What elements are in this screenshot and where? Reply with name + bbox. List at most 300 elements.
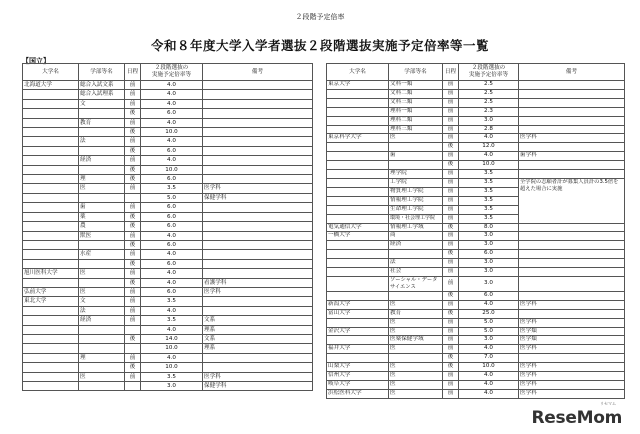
schedule-cell: 後 — [125, 259, 141, 268]
schedule-cell: 前 — [443, 89, 459, 98]
notes-cell — [203, 165, 313, 174]
schedule-cell: 前 — [443, 389, 459, 398]
ratio-cell: 6.0 — [141, 146, 203, 155]
table-row — [23, 137, 313, 146]
university-cell — [327, 318, 389, 327]
table-row — [23, 334, 313, 343]
faculty-cell — [79, 363, 125, 372]
faculty-cell: 教育 — [79, 118, 125, 127]
university-cell — [23, 363, 79, 372]
schedule-cell: 後 — [125, 175, 141, 184]
table-row — [23, 278, 313, 287]
table-row — [23, 184, 313, 193]
ratio-cell: 3.5 — [141, 184, 203, 193]
schedule-cell: 後 — [125, 212, 141, 221]
col-header-ratio: ２段階選抜の 実施予定倍率等 — [459, 64, 519, 81]
university-cell — [23, 306, 79, 315]
col-header-schedule: 日程 — [125, 64, 141, 81]
schedule-cell: 前 — [443, 372, 459, 381]
notes-cell — [519, 250, 625, 259]
ratio-cell: 3.0 — [459, 116, 519, 125]
faculty-cell: 医 — [79, 269, 125, 278]
university-cell — [23, 212, 79, 221]
faculty-cell: 理 — [79, 353, 125, 362]
notes-cell — [519, 125, 625, 134]
schedule-cell: 前 — [443, 214, 459, 223]
table-row — [327, 345, 625, 354]
ratio-cell: 3.0 — [459, 276, 519, 291]
faculty-cell — [79, 259, 125, 268]
schedule-cell: 後 — [125, 363, 141, 372]
table-row — [23, 90, 313, 99]
ratio-cell: 5.0 — [141, 193, 203, 202]
schedule-cell: 後 — [125, 165, 141, 174]
col-header-notes: 備考 — [203, 64, 313, 81]
notes-cell: 保健学科 — [203, 193, 313, 202]
notes-cell: 理系 — [203, 344, 313, 353]
ratio-cell: 3.0 — [459, 232, 519, 241]
notes-cell — [519, 98, 625, 107]
schedule-cell: 前 — [125, 353, 141, 362]
table-row — [327, 300, 625, 309]
ratio-cell: 4.0 — [459, 300, 519, 309]
faculty-cell: 経済 — [79, 156, 125, 165]
ratio-cell: 6.0 — [141, 203, 203, 212]
notes-cell — [203, 212, 313, 221]
university-cell — [327, 336, 389, 345]
ratio-cell: 3.5 — [459, 214, 519, 223]
ratio-cell: 4.0 — [141, 99, 203, 108]
faculty-cell: 薬 — [79, 212, 125, 221]
faculty-cell: 社会 — [389, 268, 443, 277]
notes-cell — [519, 170, 625, 179]
ratio-cell: 4.0 — [459, 389, 519, 398]
table-row — [23, 325, 313, 334]
table-row — [23, 156, 313, 165]
schedule-cell — [125, 344, 141, 353]
table-row — [327, 81, 625, 90]
university-cell — [327, 187, 389, 196]
university-cell: 新潟大学 — [327, 300, 389, 309]
table-row — [327, 134, 625, 143]
faculty-cell — [79, 109, 125, 118]
notes-cell — [203, 250, 313, 259]
col-header-faculty: 学部等名 — [389, 64, 443, 81]
notes-cell — [203, 156, 313, 165]
faculty-cell — [79, 344, 125, 353]
faculty-cell: 獣医 — [79, 231, 125, 240]
table-row — [23, 222, 313, 231]
faculty-cell: ソーシャル・データサイエンス — [389, 276, 443, 291]
table-row — [327, 336, 625, 345]
notes-cell — [519, 107, 625, 116]
schedule-cell: 前 — [443, 81, 459, 90]
schedule-cell: 前 — [443, 232, 459, 241]
university-cell: 山梨大学 — [327, 363, 389, 372]
schedule-cell: 前 — [443, 241, 459, 250]
ratio-cell: 4.0 — [141, 118, 203, 127]
university-cell: 東北大学 — [23, 297, 79, 306]
ratio-cell: 4.0 — [459, 345, 519, 354]
notes-cell: 医学科 — [519, 381, 625, 390]
schedule-cell: 後 — [125, 146, 141, 155]
schedule-cell: 前 — [443, 98, 459, 107]
header-row — [23, 64, 313, 81]
table-row — [23, 165, 313, 174]
schedule-cell: 前 — [125, 156, 141, 165]
schedule-cell: 後 — [125, 334, 141, 343]
table-row — [23, 193, 313, 202]
notes-cell: 歯学科 — [519, 152, 625, 161]
notes-cell — [203, 259, 313, 268]
table-row — [327, 143, 625, 152]
notes-cell — [519, 223, 625, 232]
faculty-cell: 医薬保健学域 — [389, 336, 443, 345]
notes-cell — [203, 240, 313, 249]
schedule-cell: 後 — [125, 222, 141, 231]
table-row — [23, 99, 313, 108]
university-cell — [327, 250, 389, 259]
university-cell — [23, 165, 79, 174]
table-row — [23, 118, 313, 127]
faculty-cell: 文 — [79, 297, 125, 306]
notes-cell — [203, 146, 313, 155]
schedule-cell: 前 — [125, 297, 141, 306]
university-cell — [23, 278, 79, 287]
table-row — [327, 327, 625, 336]
table-row — [23, 297, 313, 306]
ratio-cell: 4.0 — [141, 278, 203, 287]
ratio-cell: 6.0 — [141, 287, 203, 296]
ratio-cell: 5.0 — [459, 327, 519, 336]
table-row — [327, 389, 625, 398]
table-row — [327, 291, 625, 300]
university-cell — [23, 90, 79, 99]
schedule-cell: 前 — [443, 381, 459, 390]
table-row — [327, 276, 625, 291]
university-cell — [327, 116, 389, 125]
faculty-cell: 法 — [79, 137, 125, 146]
schedule-cell: 後 — [125, 128, 141, 137]
ratio-cell: 6.0 — [459, 291, 519, 300]
notes-cell — [203, 203, 313, 212]
faculty-cell — [389, 143, 443, 152]
notes-cell — [519, 309, 625, 318]
schedule-cell: 前 — [443, 170, 459, 179]
notes-cell: 医学科 — [519, 318, 625, 327]
schedule-cell — [125, 325, 141, 334]
schedule-cell: 後 — [443, 223, 459, 232]
notes-cell — [203, 137, 313, 146]
notes-cell — [203, 222, 313, 231]
schedule-cell: 後 — [443, 354, 459, 363]
university-cell — [23, 137, 79, 146]
table-row — [23, 363, 313, 372]
ratio-cell: 3.0 — [141, 382, 203, 391]
page-title: 令和８年度大学入学者選抜２段階選抜実施予定倍率等一覧 — [150, 38, 489, 53]
table-row — [23, 175, 313, 184]
table-row — [23, 269, 313, 278]
university-cell: 東京科学大学 — [327, 134, 389, 143]
ratio-cell: 4.0 — [141, 250, 203, 259]
faculty-cell: 歯 — [79, 203, 125, 212]
schedule-cell: 後 — [443, 291, 459, 300]
university-cell — [327, 291, 389, 300]
schedule-cell: 前 — [443, 345, 459, 354]
university-cell — [327, 152, 389, 161]
faculty-cell: 文科二類 — [389, 89, 443, 98]
schedule-cell: 前 — [125, 316, 141, 325]
notes-cell — [519, 232, 625, 241]
table-row — [23, 203, 313, 212]
ratio-cell: 25.0 — [459, 309, 519, 318]
notes-cell — [519, 259, 625, 268]
ratio-cell: 2.8 — [459, 125, 519, 134]
schedule-cell: 後 — [125, 240, 141, 249]
university-cell — [327, 143, 389, 152]
university-cell: 浜松医科大学 — [327, 389, 389, 398]
table-row — [327, 161, 625, 170]
university-cell — [23, 118, 79, 127]
table-row — [327, 309, 625, 318]
faculty-cell — [79, 240, 125, 249]
ratio-cell: 3.5 — [141, 372, 203, 381]
faculty-cell: 文科一類 — [389, 81, 443, 90]
table-row — [327, 178, 625, 187]
header-note: ２段階予定倍率 — [295, 13, 345, 21]
schedule-cell: 前 — [443, 318, 459, 327]
university-cell — [23, 109, 79, 118]
table-row — [23, 316, 313, 325]
table-row — [23, 250, 313, 259]
faculty-cell: 情報理工学域 — [389, 223, 443, 232]
notes-cell — [203, 118, 313, 127]
university-cell: 岐阜大学 — [327, 381, 389, 390]
university-cell: 東京大学 — [327, 81, 389, 90]
university-cell — [23, 240, 79, 249]
schedule-cell: 前 — [443, 205, 459, 214]
notes-cell — [519, 291, 625, 300]
university-cell: 金沢大学 — [327, 327, 389, 336]
schedule-cell: 前 — [443, 134, 459, 143]
schedule-cell: 前 — [443, 107, 459, 116]
faculty-cell: 医 — [389, 381, 443, 390]
ratio-cell: 5.0 — [459, 318, 519, 327]
notes-cell: 全学院の志願者計が募集人員計の3.5倍を超えた場合に実施 — [519, 178, 625, 223]
table-row — [327, 223, 625, 232]
notes-cell — [203, 90, 313, 99]
ratio-cell: 4.0 — [141, 269, 203, 278]
col-header-faculty: 学部等名 — [79, 64, 125, 81]
ratio-cell: 7.0 — [459, 354, 519, 363]
schedule-cell: 前 — [125, 203, 141, 212]
university-cell — [327, 161, 389, 170]
schedule-cell: 前 — [443, 268, 459, 277]
notes-cell: 保健学科 — [203, 382, 313, 391]
schedule-cell: 後 — [443, 363, 459, 372]
university-cell: 旭川医科大学 — [23, 269, 79, 278]
table-row — [23, 287, 313, 296]
notes-cell — [519, 143, 625, 152]
notes-cell: 医学類 — [519, 327, 625, 336]
schedule-cell: 前 — [443, 276, 459, 291]
table-row — [23, 128, 313, 137]
table-row — [327, 363, 625, 372]
ratio-cell: 3.0 — [459, 241, 519, 250]
faculty-cell — [79, 128, 125, 137]
notes-cell: 医学科 — [203, 184, 313, 193]
ratio-cell: 4.0 — [141, 81, 203, 90]
ratio-cell: 4.0 — [141, 325, 203, 334]
table-row — [327, 318, 625, 327]
university-cell: 富山大学 — [327, 309, 389, 318]
faculty-cell: 法 — [389, 259, 443, 268]
notes-cell: 医学科 — [519, 300, 625, 309]
table-row — [327, 250, 625, 259]
notes-cell: 医学科 — [203, 287, 313, 296]
ratio-cell: 4.0 — [141, 306, 203, 315]
schedule-cell: 前 — [443, 300, 459, 309]
university-cell — [327, 89, 389, 98]
university-cell — [327, 276, 389, 291]
faculty-cell: 医 — [79, 287, 125, 296]
notes-cell — [203, 297, 313, 306]
col-header-university: 大学名 — [327, 64, 389, 81]
logo-subtext: リセマム — [600, 401, 616, 406]
faculty-cell: 教育 — [389, 309, 443, 318]
faculty-cell: 総合入試文系 — [79, 81, 125, 90]
faculty-cell: 水産 — [79, 250, 125, 259]
university-cell — [23, 344, 79, 353]
ratio-cell: 3.5 — [459, 170, 519, 179]
ratio-cell: 3.5 — [459, 187, 519, 196]
notes-cell — [203, 175, 313, 184]
faculty-cell: 医 — [389, 134, 443, 143]
schedule-cell: 後 — [443, 143, 459, 152]
notes-cell — [519, 81, 625, 90]
table-row — [23, 81, 313, 90]
ratio-cell: 4.0 — [141, 90, 203, 99]
faculty-cell: 文科三類 — [389, 98, 443, 107]
schedule-cell: 前 — [125, 81, 141, 90]
ratio-cell: 10.0 — [141, 363, 203, 372]
ratio-cell: 6.0 — [141, 259, 203, 268]
ratio-cell: 12.0 — [459, 143, 519, 152]
university-cell — [23, 184, 79, 193]
university-cell — [23, 99, 79, 108]
ratio-cell: 6.0 — [141, 240, 203, 249]
university-cell — [23, 156, 79, 165]
faculty-cell: 医 — [389, 345, 443, 354]
faculty-cell: 法 — [79, 306, 125, 315]
ratio-cell: 6.0 — [459, 250, 519, 259]
schedule-cell: 前 — [125, 184, 141, 193]
university-cell — [327, 125, 389, 134]
table-row — [23, 306, 313, 315]
table-row — [327, 241, 625, 250]
university-cell: 弘前大学 — [23, 287, 79, 296]
faculty-cell: 理科二類 — [389, 116, 443, 125]
faculty-cell: 医 — [79, 184, 125, 193]
faculty-cell — [79, 325, 125, 334]
left-table — [22, 63, 313, 391]
university-cell: 一橋大学 — [327, 232, 389, 241]
ratio-cell: 3.5 — [459, 205, 519, 214]
table-row — [327, 381, 625, 390]
right-table — [326, 63, 625, 399]
notes-cell — [203, 363, 313, 372]
table-row — [23, 259, 313, 268]
university-cell — [23, 316, 79, 325]
university-cell — [23, 325, 79, 334]
table-row — [327, 232, 625, 241]
ratio-cell: 10.0 — [141, 165, 203, 174]
notes-cell: 医学科 — [519, 134, 625, 143]
faculty-cell: 環境・社会理工学院 — [389, 214, 443, 223]
faculty-cell: 物質理工学院 — [389, 187, 443, 196]
faculty-cell: 医 — [389, 372, 443, 381]
faculty-cell: 医 — [389, 327, 443, 336]
faculty-cell: 生命理工学院 — [389, 205, 443, 214]
ratio-cell: 10.0 — [459, 161, 519, 170]
ratio-cell: 4.0 — [459, 134, 519, 143]
header-row — [327, 64, 625, 81]
faculty-cell — [389, 250, 443, 259]
schedule-cell: 後 — [443, 161, 459, 170]
schedule-cell: 前 — [125, 137, 141, 146]
faculty-cell — [79, 165, 125, 174]
schedule-cell: 後 — [443, 250, 459, 259]
table-row — [327, 268, 625, 277]
faculty-cell — [389, 161, 443, 170]
notes-cell — [519, 116, 625, 125]
notes-cell: 理系 — [203, 325, 313, 334]
university-cell — [23, 193, 79, 202]
schedule-cell: 前 — [443, 336, 459, 345]
faculty-cell: 理科一類 — [389, 107, 443, 116]
university-cell — [23, 259, 79, 268]
notes-cell — [519, 276, 625, 291]
table-row — [23, 372, 313, 381]
schedule-cell: 前 — [125, 250, 141, 259]
table-row — [23, 382, 313, 391]
ratio-cell: 4.0 — [459, 152, 519, 161]
notes-cell — [519, 268, 625, 277]
col-header-ratio: ２段階選抜の 実施予定倍率等 — [141, 64, 203, 81]
notes-cell: 医学類 — [519, 336, 625, 345]
university-cell — [327, 214, 389, 223]
faculty-cell — [79, 334, 125, 343]
ratio-cell: 4.0 — [141, 353, 203, 362]
table-row — [327, 259, 625, 268]
faculty-cell: 経済 — [389, 241, 443, 250]
table-row — [23, 231, 313, 240]
ratio-cell: 2.5 — [459, 89, 519, 98]
university-cell — [327, 178, 389, 187]
ratio-cell: 3.0 — [459, 336, 519, 345]
schedule-cell: 前 — [125, 287, 141, 296]
faculty-cell — [79, 278, 125, 287]
table-row — [327, 89, 625, 98]
schedule-cell: 前 — [443, 327, 459, 336]
ratio-cell: 4.0 — [141, 231, 203, 240]
table-row — [23, 109, 313, 118]
notes-cell — [203, 306, 313, 315]
notes-cell — [203, 99, 313, 108]
faculty-cell: 医 — [389, 318, 443, 327]
university-cell — [327, 107, 389, 116]
faculty-cell: 情報理工学院 — [389, 196, 443, 205]
